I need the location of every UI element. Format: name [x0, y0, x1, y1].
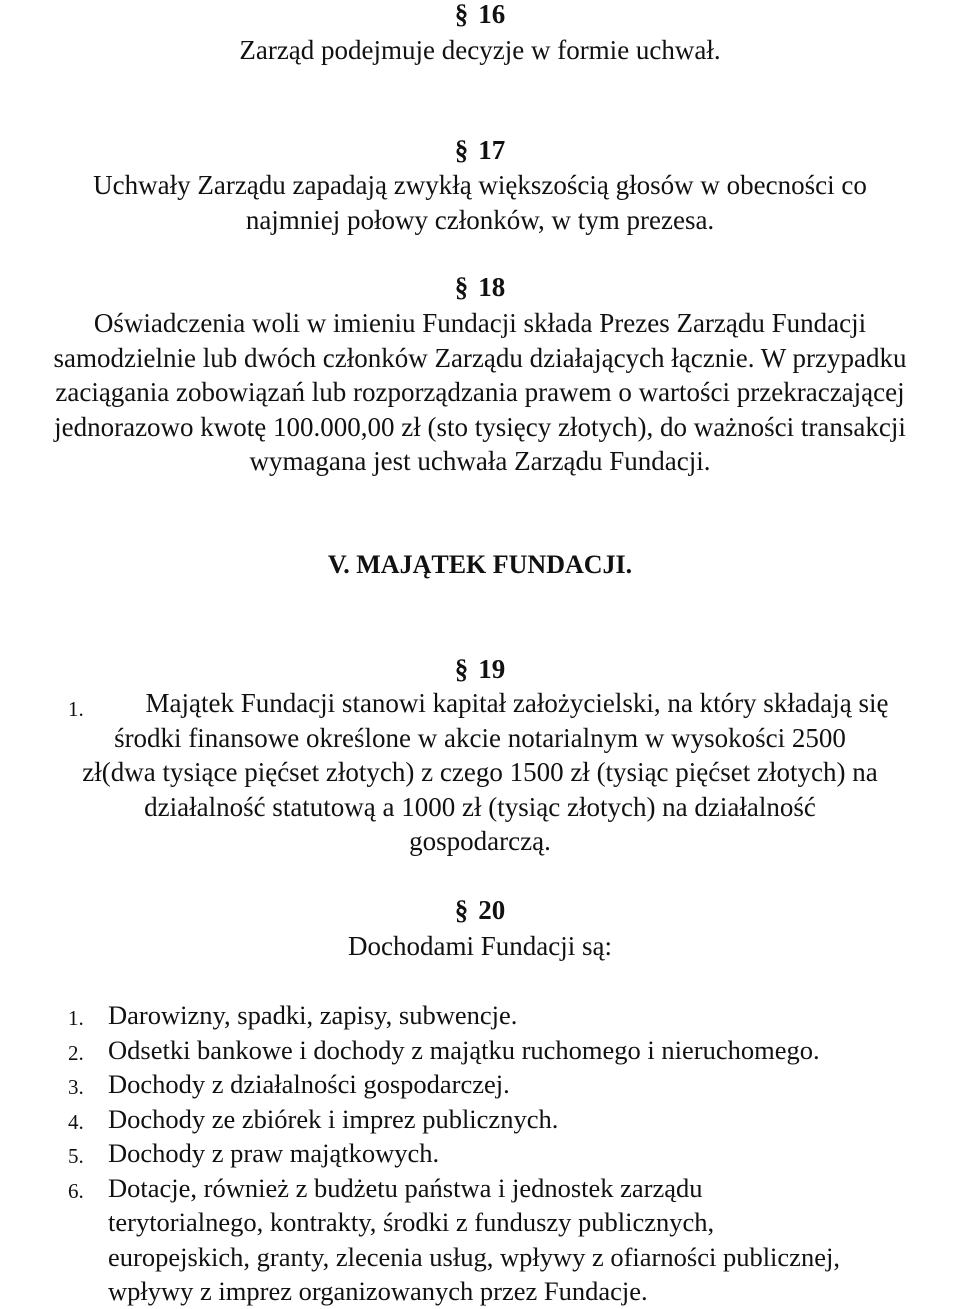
section-18-line-2: samodzielnie lub dwóch członków Zarządu działających łącznie. W przypadku — [53, 342, 907, 373]
section-19-item-number: 1. — [68, 697, 84, 721]
list-item-line: Dochody z działalności gospodarczej. — [108, 1069, 510, 1099]
list-item-line: terytorialnego, kontrakty, środki z funduszy publicznych, — [108, 1207, 715, 1237]
section-18-number: 18 — [478, 272, 506, 302]
list-item — [68, 1067, 948, 1102]
list-item-number: 6. — [68, 1178, 84, 1203]
section-17-number: 17 — [478, 135, 506, 165]
section-20-intro — [0, 929, 960, 964]
section-19-line-4: działalność statutową a 1000 zł (tysiąc złotych) na działalność — [144, 791, 816, 822]
chapter-heading: V. MAJĄTEK FUNDACJI. — [327, 550, 633, 579]
section-19-number: 19 — [478, 654, 506, 684]
section-17-line-1: Uchwały Zarządu zapadają zwykłą większością głosów w obecności co — [93, 170, 867, 200]
list-item-line: Dochody ze zbiórek i imprez publicznych. — [108, 1103, 559, 1134]
section-sign-icon: § — [454, 0, 469, 29]
list-item-text — [108, 998, 948, 1033]
section-sign-icon: § — [454, 895, 469, 925]
section-20-number: 20 — [478, 895, 506, 925]
section-16-heading — [0, 0, 960, 28]
section-20-heading — [0, 896, 960, 924]
list-item-line: wpływy z imprez organizowanych przez Fundacje. — [108, 1276, 648, 1306]
list-item-number: 1. — [68, 1006, 84, 1030]
section-18-line-5: wymagana jest uchwała Zarządu Fundacji. — [249, 446, 711, 476]
section-16-number: 16 — [478, 0, 506, 29]
section-16-text — [0, 33, 960, 68]
section-19-heading — [0, 655, 960, 683]
list-item-line: Odsetki bankowe i dochody z majątku ruchomego i nieruchomego. — [108, 1034, 820, 1065]
section-17-heading — [0, 136, 960, 164]
section-19-line-5: gospodarczą. — [409, 826, 551, 856]
list-item-line: europejskich, granty, zlecenia usług, wpływy z ofiarności publicznej, — [108, 1241, 840, 1272]
section-18-heading — [0, 273, 960, 301]
section-18-line-4: jednorazowo kwotę 100.000,00 zł (sto tysięcy złotych), do ważności transakcji — [54, 411, 906, 442]
section-18-line-3: zaciągania zobowiązań lub rozporządzania prawem o wartości przekraczającej — [55, 377, 905, 407]
list-item-text — [108, 1067, 948, 1102]
income-list — [68, 998, 948, 1309]
list-item-number: 4. — [68, 1109, 84, 1134]
list-item-number: 5. — [68, 1144, 84, 1168]
list-item-number: 2. — [68, 1040, 84, 1065]
section-19-line-2: środki finansowe określone w akcie notarialnym w wysokości 2500 — [114, 722, 846, 753]
section-19-line-3: zł(dwa tysiące pięćset złotych) z czego 1500 zł (tysiąc pięćset złotych) na — [82, 757, 878, 787]
list-item-number: 3. — [68, 1075, 84, 1099]
section-sign-icon: § — [454, 135, 469, 165]
list-item-text — [108, 1033, 948, 1068]
list-item-text — [108, 1136, 948, 1171]
section-sign-icon: § — [454, 654, 469, 684]
section-20-intro-line: Dochodami Fundacji są: — [348, 931, 612, 961]
section-19-text — [0, 686, 960, 859]
section-16-line-1: Zarząd podejmuje decyzje w formie uchwał. — [239, 35, 721, 65]
list-item — [68, 998, 948, 1033]
list-item-line: Dochody z praw majątkowych. — [108, 1138, 440, 1168]
section-18-line-1: Oświadczenia woli w imieniu Fundacji składa Prezes Zarządu Fundacji — [93, 308, 867, 338]
list-item — [68, 1033, 948, 1068]
section-sign-icon: § — [454, 272, 469, 302]
list-item — [68, 1102, 948, 1137]
list-item — [68, 1136, 948, 1171]
section-19-line-1: Majątek Fundacji stanowi kapitał założycielski, na który składają się — [145, 688, 889, 718]
list-item-line: Dotacje, również z budżetu państwa i jednostek zarządu — [108, 1172, 703, 1203]
list-item — [68, 1171, 948, 1309]
list-item-text — [108, 1102, 948, 1137]
section-17-line-2: najmniej połowy członków, w tym prezesa. — [245, 204, 715, 235]
section-18-text — [0, 306, 960, 479]
list-item-text — [108, 1171, 948, 1309]
section-17-text — [0, 168, 960, 237]
list-item-line: Darowizny, spadki, zapisy, subwencje. — [108, 1000, 518, 1030]
